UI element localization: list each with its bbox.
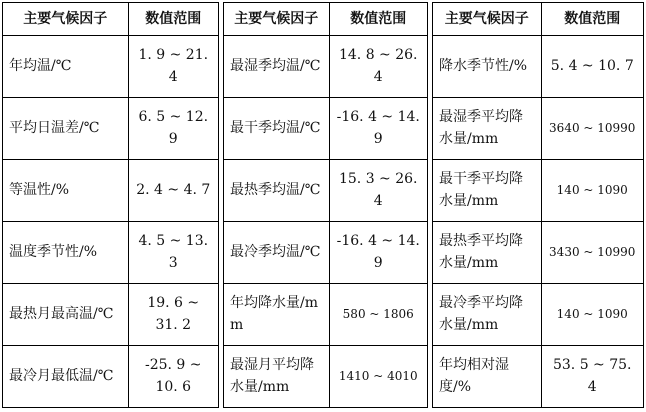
factor-name: 最干季平均降水量/mm xyxy=(433,159,541,221)
factor-name: 年均降水量/mm xyxy=(224,283,329,345)
header-row xyxy=(433,3,643,35)
factor-range: -16. 4 ~ 14. 9 xyxy=(329,221,427,283)
factor-range: 3640 ~ 10990 xyxy=(541,97,643,159)
table-row xyxy=(224,159,427,221)
table-row xyxy=(224,345,427,407)
factor-range: 2. 4 ~ 4. 7 xyxy=(128,159,218,221)
table-1 xyxy=(3,3,218,407)
table-3 xyxy=(433,3,643,407)
factor-range: 1410 ~ 4010 xyxy=(329,345,427,407)
factor-range: 53. 5 ~ 75. 4 xyxy=(541,345,643,407)
factor-range: 14. 8 ~ 26. 4 xyxy=(329,35,427,97)
table-row xyxy=(3,283,218,345)
factor-header: 主要气候因子 xyxy=(3,3,128,35)
factor-range: 19. 6 ~ 31. 2 xyxy=(128,283,218,345)
factor-name: 平均日温差/℃ xyxy=(3,97,128,159)
table-row xyxy=(433,283,643,345)
table-block-3 xyxy=(432,2,644,408)
table-row xyxy=(224,97,427,159)
table-row xyxy=(3,97,218,159)
factor-range: -25. 9 ~ 10. 6 xyxy=(128,345,218,407)
factor-range: 3430 ~ 10990 xyxy=(541,221,643,283)
factor-name: 最热季平均降水量/mm xyxy=(433,221,541,283)
factor-range: 6. 5 ~ 12. 9 xyxy=(128,97,218,159)
factor-header: 主要气候因子 xyxy=(224,3,329,35)
table-row xyxy=(3,35,218,97)
table-block-2 xyxy=(223,2,428,408)
factor-name: 最热季均温/℃ xyxy=(224,159,329,221)
factor-range: 4. 5 ~ 13. 3 xyxy=(128,221,218,283)
factor-name: 温度季节性/% xyxy=(3,221,128,283)
table-row xyxy=(433,159,643,221)
factor-range: 580 ~ 1806 xyxy=(329,283,427,345)
factor-name: 最冷月最低温/℃ xyxy=(3,345,128,407)
factor-range: 140 ~ 1090 xyxy=(541,159,643,221)
table-2 xyxy=(224,3,427,407)
table-row xyxy=(433,35,643,97)
factor-name: 年均温/℃ xyxy=(3,35,128,97)
factor-name: 最热月最高温/℃ xyxy=(3,283,128,345)
factor-header: 主要气候因子 xyxy=(433,3,541,35)
range-header: 数值范围 xyxy=(128,3,218,35)
factor-range: -16. 4 ~ 14. 9 xyxy=(329,97,427,159)
table-row xyxy=(224,283,427,345)
table-row xyxy=(3,159,218,221)
factor-name: 降水季节性/% xyxy=(433,35,541,97)
range-header: 数值范围 xyxy=(541,3,643,35)
factor-range: 1. 9 ~ 21. 4 xyxy=(128,35,218,97)
factor-range: 5. 4 ~ 10. 7 xyxy=(541,35,643,97)
factor-name: 最干季均温/℃ xyxy=(224,97,329,159)
table-row xyxy=(3,221,218,283)
header-row xyxy=(3,3,218,35)
factor-name: 最冷季均温/℃ xyxy=(224,221,329,283)
table-row xyxy=(433,221,643,283)
table-block-1 xyxy=(2,2,219,408)
factor-name: 等温性/% xyxy=(3,159,128,221)
factor-name: 最冷季平均降水量/mm xyxy=(433,283,541,345)
header-row xyxy=(224,3,427,35)
factor-name: 年均相对湿度/% xyxy=(433,345,541,407)
factor-name: 最湿季平均降水量/mm xyxy=(433,97,541,159)
factor-range: 140 ~ 1090 xyxy=(541,283,643,345)
table-row xyxy=(433,345,643,407)
range-header: 数值范围 xyxy=(329,3,427,35)
table-row xyxy=(3,345,218,407)
factor-name: 最湿月平均降水量/mm xyxy=(224,345,329,407)
table-row xyxy=(224,221,427,283)
factor-range: 15. 3 ~ 26. 4 xyxy=(329,159,427,221)
table-row xyxy=(433,97,643,159)
table-row xyxy=(224,35,427,97)
factor-name: 最湿季均温/℃ xyxy=(224,35,329,97)
